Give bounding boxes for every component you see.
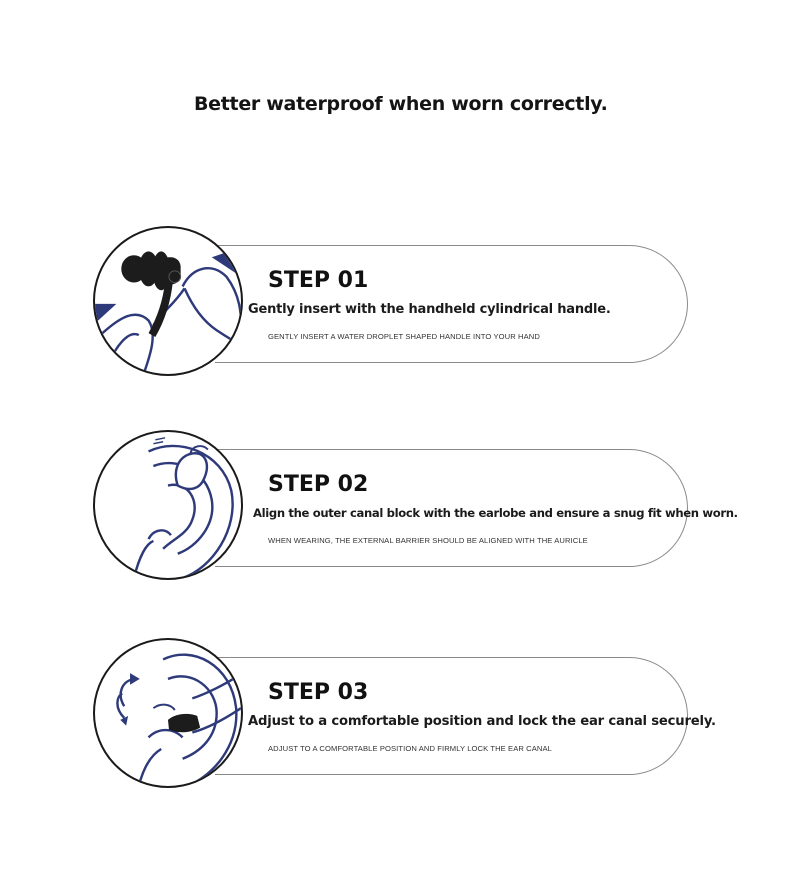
step-3-note: ADJUST TO A COMFORTABLE POSITION AND FIRMLY LOCK THE EAR CANAL bbox=[268, 744, 552, 753]
step-2-note: WHEN WEARING, THE EXTERNAL BARRIER SHOULD BE ALIGNED WITH THE AURICLE bbox=[268, 536, 588, 545]
step-1-subtitle: Gently insert with the handheld cylindrical handle. bbox=[248, 302, 611, 317]
step-3-title: STEP 03 bbox=[268, 680, 369, 705]
step-2-subtitle: Align the outer canal block with the earlobe and ensure a snug fit when worn. bbox=[253, 506, 738, 520]
step-1-note: GENTLY INSERT A WATER DROPLET SHAPED HANDLE INTO YOUR HAND bbox=[268, 332, 540, 341]
ear-insert-icon bbox=[93, 430, 243, 580]
step-1 bbox=[0, 226, 790, 396]
page-headline: Better waterproof when worn correctly. bbox=[194, 93, 608, 115]
step-1-title: STEP 01 bbox=[268, 268, 369, 293]
ear-rotate-lock-icon bbox=[93, 638, 243, 788]
step-3 bbox=[0, 638, 790, 808]
hand-holding-earplug-icon bbox=[93, 226, 243, 376]
step-2-title: STEP 02 bbox=[268, 472, 369, 497]
step-3-subtitle: Adjust to a comfortable position and lock the ear canal securely. bbox=[248, 714, 716, 729]
step-2 bbox=[0, 430, 790, 600]
